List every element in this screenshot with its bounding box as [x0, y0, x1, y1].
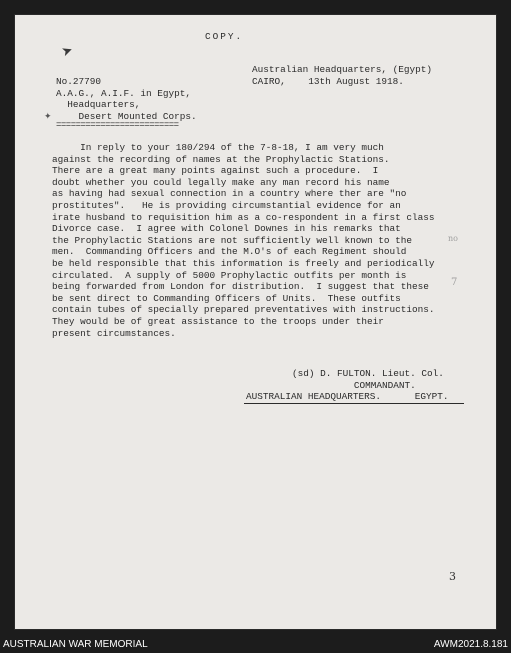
sender-address: Australian Headquarters, (Egypt) CAIRO, 13th August 1918.: [252, 64, 433, 87]
margin-note: no: [448, 234, 458, 243]
document-title: COPY.: [205, 31, 244, 42]
pen-tick-icon: ➤: [59, 42, 76, 61]
archive-credit: AUSTRALIAN WAR MEMORIAL: [3, 639, 148, 650]
margin-number: 7: [451, 277, 458, 288]
signature-block: (sd) D. FULTON. Lieut. Col. COMMANDANT.: [292, 368, 444, 391]
margin-dot-icon: ✦: [44, 112, 52, 122]
page-mark: 3: [449, 570, 456, 583]
archive-accession-number: AWM2021.8.181: [433, 639, 508, 650]
signature-underline: [244, 403, 464, 404]
separator-rule: =========================: [56, 120, 179, 130]
reference-block: No.27790 A.A.G., A.I.F. in Egypt, Headquarters, Desert Mounted Corps.: [56, 76, 197, 122]
letter-body: In reply to your 180/294 of the 7-8-18, I am very much against the recording of names at the Prophylactic Stations. There are a great many points against such a procedure. I doubt whether you could legally make any man record his name as having had sexual connection in a country where ther are "no prostitutes". He is providing circumstantial evidence for an irate husband to requisition him as a co-respondent in a first class Divorce case. I agree with Colonel Downes in his remarks that the Prophylactic Stations are not sufficiently well known to the men. Commanding Officers and the M.O's of each Regiment should be held responsible that this information is freely and periodically circulated. A supply of 5000 Prophylactic outfits per month is being forwarded from London for distribution. I suggest that these be sent direct to Commanding Officers of Units. These outfits contain tubes of specially prepared preventatives with instructions. They would be of great assistance to the troops under their present circumstances.: [52, 142, 435, 339]
signature-footer: AUSTRALIAN HEADQUARTERS. EGYPT.: [246, 391, 449, 402]
